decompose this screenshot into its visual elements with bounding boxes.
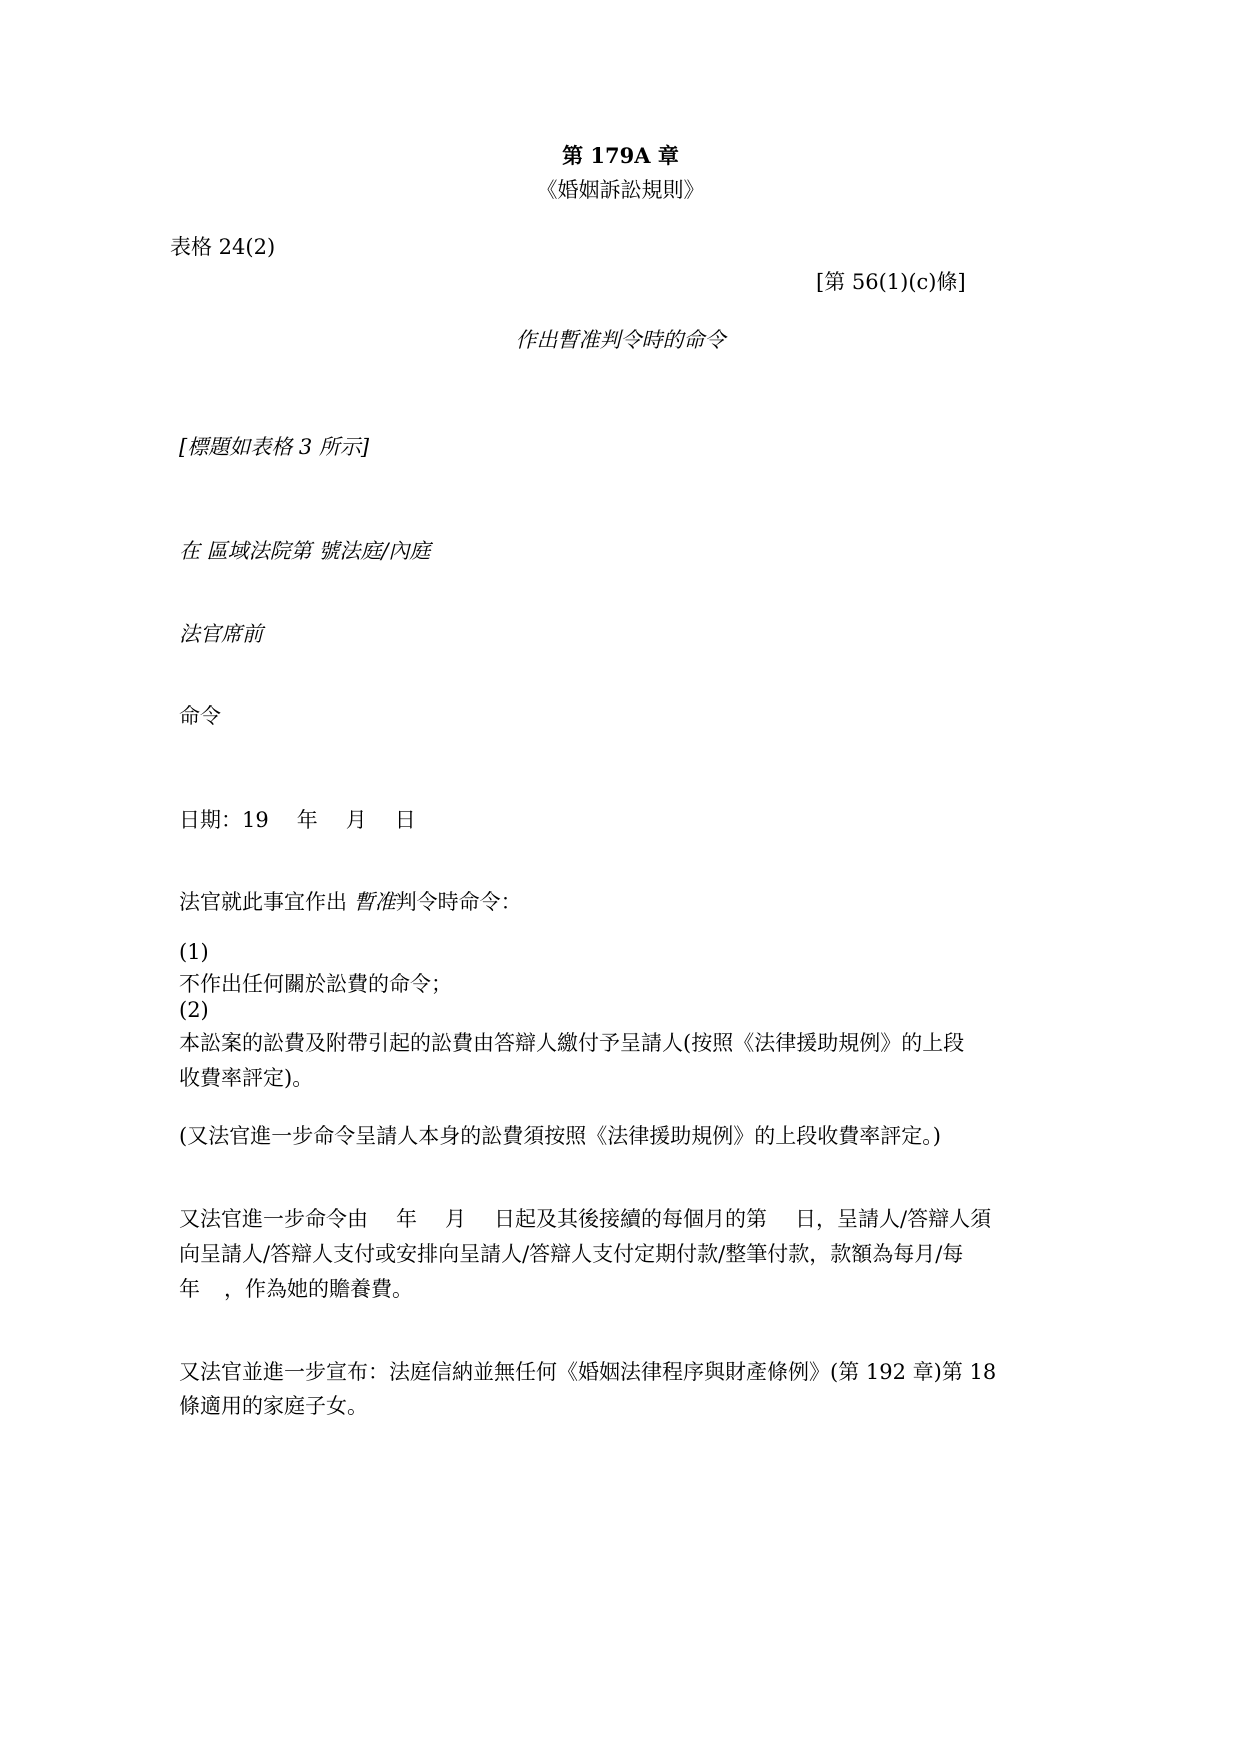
item-2-text-line1: 本訟案的訟費及附帶引起的訟費由答辯人繳付予呈請人(按照《法律援助規例》的上段 (179, 1031, 965, 1055)
date-label: 日期：19 (179, 808, 269, 832)
date-month: 月 (345, 808, 367, 832)
rule-reference: [第 56(1)(c)條] (816, 270, 966, 294)
date-day: 日 (394, 808, 416, 832)
item-2-text-line2: 收費率評定)。 (179, 1066, 314, 1090)
court-line: 在 區域法院第 號法庭/內庭 (179, 539, 431, 563)
further-costs-note: (又法官進一步命令呈請人本身的訟費須按照《法律援助規例》的上段收費率評定。) (179, 1124, 941, 1148)
order-intro-emphasis: 暫准 (353, 890, 396, 914)
declaration-line2: 條適用的家庭子女。 (179, 1394, 368, 1418)
chapter-heading: 第 179A 章 (562, 143, 679, 168)
order-label: 命令 (179, 704, 221, 728)
rules-title: 《婚姻訴訟規則》 (536, 178, 705, 202)
heading-note: [標題如表格 3 所示] (179, 435, 370, 459)
order-intro (179, 892, 522, 913)
maintenance-month: 月 (445, 1207, 466, 1231)
form-title: 作出暫准判令時的命令 (515, 328, 726, 352)
maintenance-line3 (179, 1279, 413, 1300)
form-number: 表格 24(2) (170, 235, 276, 259)
date-line (179, 810, 416, 831)
declaration-line1: 又法官並進一步宣布：法庭信納並無任何《婚姻法律程序與財產條例》(第 192 章)第 18 (179, 1360, 997, 1384)
item-1-number: (1) (179, 940, 209, 964)
maintenance-day-text: 日起及其後接續的每個月的第 (494, 1207, 767, 1231)
maintenance-from-label: 又法官進一步命令由 (179, 1207, 368, 1231)
maintenance-line2: 向呈請人/答辯人支付或安排向呈請人/答辯人支付定期付款/整筆付款，款額為每月/每 (179, 1242, 964, 1266)
maintenance-year: 年 (396, 1207, 417, 1231)
order-intro-suffix: 判令時命令： (395, 890, 522, 914)
maintenance-purpose: ，作為她的贍養費。 (224, 1277, 413, 1301)
item-1-text: 不作出任何關於訟費的命令； (179, 972, 452, 996)
maintenance-line1 (179, 1209, 991, 1230)
date-year: 年 (296, 808, 318, 832)
order-intro-prefix: 法官就此事宜作出 (179, 890, 354, 914)
maintenance-year-word: 年 (179, 1277, 200, 1301)
item-2-number: (2) (179, 998, 209, 1022)
before-judge: 法官席前 (179, 622, 263, 646)
maintenance-day-suffix: 日，呈請人/答辯人須 (795, 1207, 992, 1231)
